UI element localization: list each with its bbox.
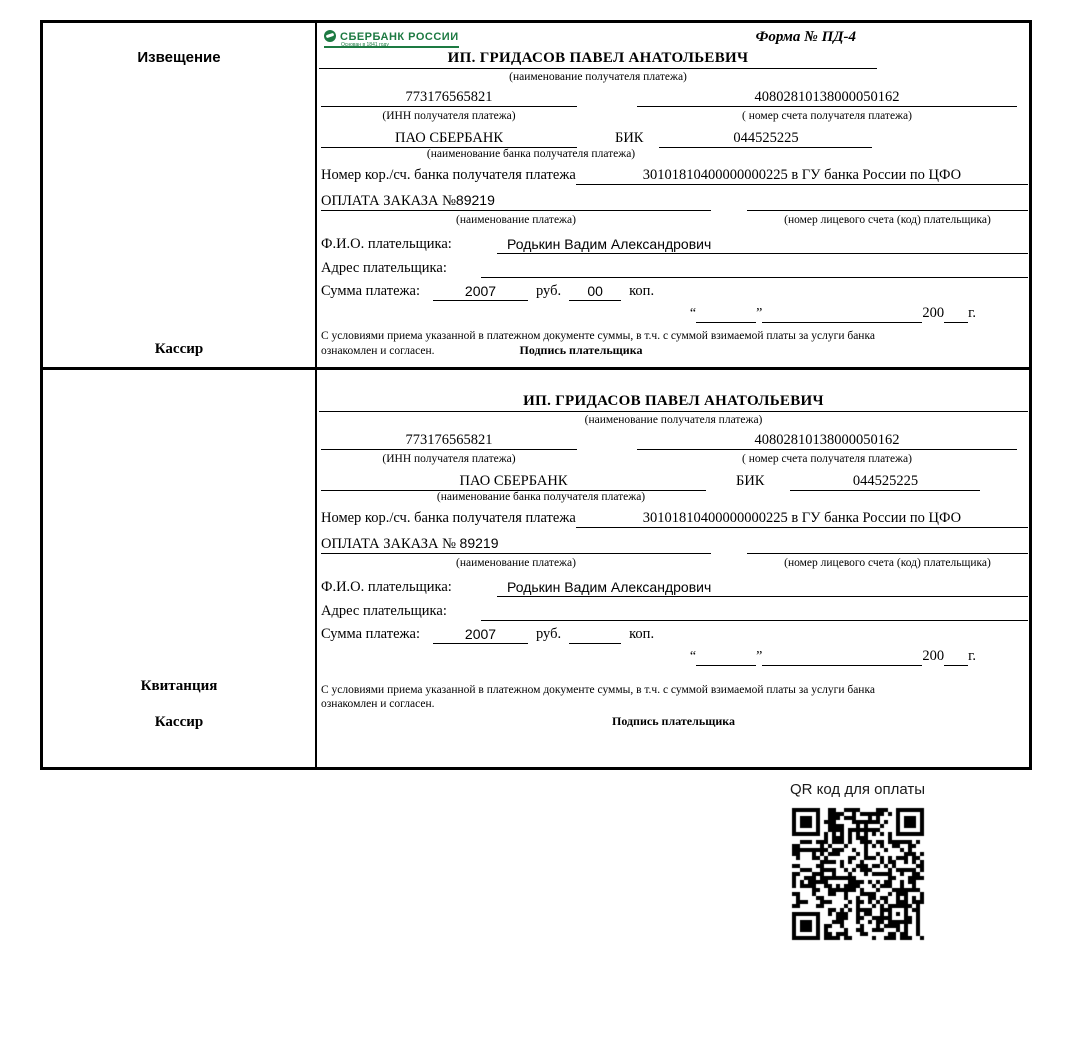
receipt-label: Квитанция	[140, 678, 218, 694]
agreement-line2: ознакомлен и согласен.	[321, 345, 435, 357]
rub-label: руб.	[536, 626, 562, 642]
signature-label: Подпись плательщика	[519, 343, 643, 357]
corr-account-value: 30101810400000000225 в ГУ банка России по ЦФО	[576, 509, 1028, 528]
date-year-field	[944, 305, 968, 323]
recipient-name: ИП. ГРИДАСОВ ПАВЕЛ АНАТОЛЬЕВИЧ	[447, 50, 749, 66]
notice-label: Извещение	[137, 49, 221, 66]
agreement-text	[321, 329, 1028, 358]
kop-label: коп.	[629, 283, 655, 299]
notice-header	[319, 25, 1028, 50]
date-day-field	[696, 648, 756, 666]
sberbank-logo-tagline: Основан в 1841 году	[341, 42, 389, 48]
year-suffix: г.	[968, 305, 976, 321]
payment-name-caption: (наименование платежа)	[456, 557, 576, 569]
amount-rub-value: 2007	[433, 625, 528, 644]
payer-fio-label: Ф.И.О. плательщика:	[321, 579, 452, 595]
quote-close: ”	[756, 649, 763, 664]
notice-cashier-label: Кассир	[154, 341, 204, 357]
inn-caption: (ИНН получателя платежа)	[382, 110, 516, 122]
amount-label: Сумма платежа:	[321, 283, 420, 299]
recipient-name-caption: (наименование получателя платежа)	[509, 71, 687, 83]
receipt-section	[43, 370, 1029, 767]
payment-form	[40, 20, 1032, 770]
payer-fio-value: Родькин Вадим Александрович	[497, 235, 1028, 254]
date-month-field	[762, 648, 922, 666]
qr-code	[790, 806, 927, 943]
kop-label: коп.	[629, 626, 655, 642]
amount-label: Сумма платежа:	[321, 626, 420, 642]
inn-value: 773176565821	[321, 88, 577, 107]
date-day-field	[696, 305, 756, 323]
corr-account-label: Номер кор./сч. банка получателя платежа	[321, 510, 576, 526]
account-value: 40802810138000050162	[637, 431, 1017, 450]
recipient-name-caption: (наименование получателя платежа)	[584, 414, 763, 426]
bik-label: БИК	[736, 473, 765, 489]
recipient-name: ИП. ГРИДАСОВ ПАВЕЛ АНАТОЛЬЕВИЧ	[523, 393, 824, 409]
payer-code-caption: (номер лицевого счета (код) плательщика)	[784, 214, 991, 226]
payer-address-field	[481, 603, 1028, 621]
receipt-cashier-label: Кассир	[154, 714, 204, 730]
date-month-field	[762, 305, 922, 323]
payer-address-label: Адрес плательщика:	[321, 603, 447, 619]
corr-account-label: Номер кор./сч. банка получателя платежа	[321, 167, 576, 183]
corr-account-value: 30101810400000000225 в ГУ банка России по ЦФО	[576, 166, 1028, 185]
quote-close: ”	[756, 306, 763, 321]
payment-name-caption: (наименование платежа)	[456, 214, 576, 226]
inn-value: 773176565821	[321, 431, 577, 450]
bank-name-caption: (наименование банка получателя платежа)	[436, 491, 646, 503]
receipt-content	[317, 370, 1029, 767]
date-year-field	[944, 648, 968, 666]
bank-name-value: ПАО СБЕРБАНК	[321, 472, 706, 491]
agreement-text	[321, 683, 1028, 711]
form-code-label: Форма № ПД-4	[755, 29, 856, 45]
account-caption: ( номер счета получателя платежа)	[742, 453, 912, 465]
agreement-line2-row	[321, 343, 1028, 358]
bank-name-caption: (наименование банка получателя платежа)	[426, 148, 636, 160]
payer-code-field	[747, 193, 1028, 211]
sberbank-logo	[324, 27, 459, 48]
account-value: 40802810138000050162	[637, 88, 1017, 107]
payment-order-number: 89219	[459, 535, 499, 551]
year-prefix: 200	[922, 305, 945, 321]
notice-content	[317, 23, 1029, 367]
payer-fio-label: Ф.И.О. плательщика:	[321, 236, 452, 252]
amount-rub-value: 2007	[433, 282, 528, 301]
agreement-line2: ознакомлен и согласен.	[321, 698, 435, 710]
signature-label: Подпись плательщика	[612, 714, 735, 728]
bik-value: 044525225	[659, 129, 872, 148]
bank-name-value: ПАО СБЕРБАНК	[321, 129, 577, 148]
recipient-block	[319, 50, 877, 84]
qr-label: QR код для оплаты	[789, 781, 925, 798]
quote-open: “	[689, 306, 697, 321]
year-prefix: 200	[922, 648, 945, 664]
payment-name-prefix: ОПЛАТА ЗАКАЗА №	[321, 193, 456, 209]
notice-section	[43, 23, 1029, 370]
bik-value: 044525225	[790, 472, 980, 491]
amount-kop-value: 00	[569, 282, 621, 301]
account-caption: ( номер счета получателя платежа)	[742, 110, 912, 122]
payer-address-field	[481, 260, 1028, 278]
payer-code-caption: (номер лицевого счета (код) плательщика)	[784, 557, 991, 569]
notice-side-column	[43, 23, 317, 367]
receipt-side-column	[43, 370, 317, 767]
agreement-line1: С условиями приема указанной в платежном документе суммы, в т.ч. с суммой взимаемой платы за услуги банка	[321, 330, 875, 342]
payment-name-value	[321, 191, 711, 211]
payer-address-label: Адрес плательщика:	[321, 260, 447, 276]
rub-label: руб.	[536, 283, 562, 299]
payer-code-field	[747, 536, 1028, 554]
sberbank-logo-text: СБЕРБАНК РОССИИ	[340, 31, 459, 43]
quote-open: “	[689, 649, 697, 664]
sberbank-logo-icon	[324, 30, 336, 42]
payer-fio-value: Родькин Вадим Александрович	[497, 578, 1028, 597]
inn-caption: (ИНН получателя платежа)	[382, 453, 516, 465]
payment-name-value	[321, 534, 711, 554]
year-suffix: г.	[968, 648, 976, 664]
recipient-block	[319, 393, 1028, 427]
payment-order-number: 89219	[455, 192, 495, 208]
amount-kop-value	[569, 626, 621, 644]
agreement-line1: С условиями приема указанной в платежном документе суммы, в т.ч. с суммой взимаемой платы за услуги банка	[321, 684, 875, 696]
bik-label: БИК	[615, 130, 644, 146]
payment-name-prefix: ОПЛАТА ЗАКАЗА №	[321, 536, 460, 552]
